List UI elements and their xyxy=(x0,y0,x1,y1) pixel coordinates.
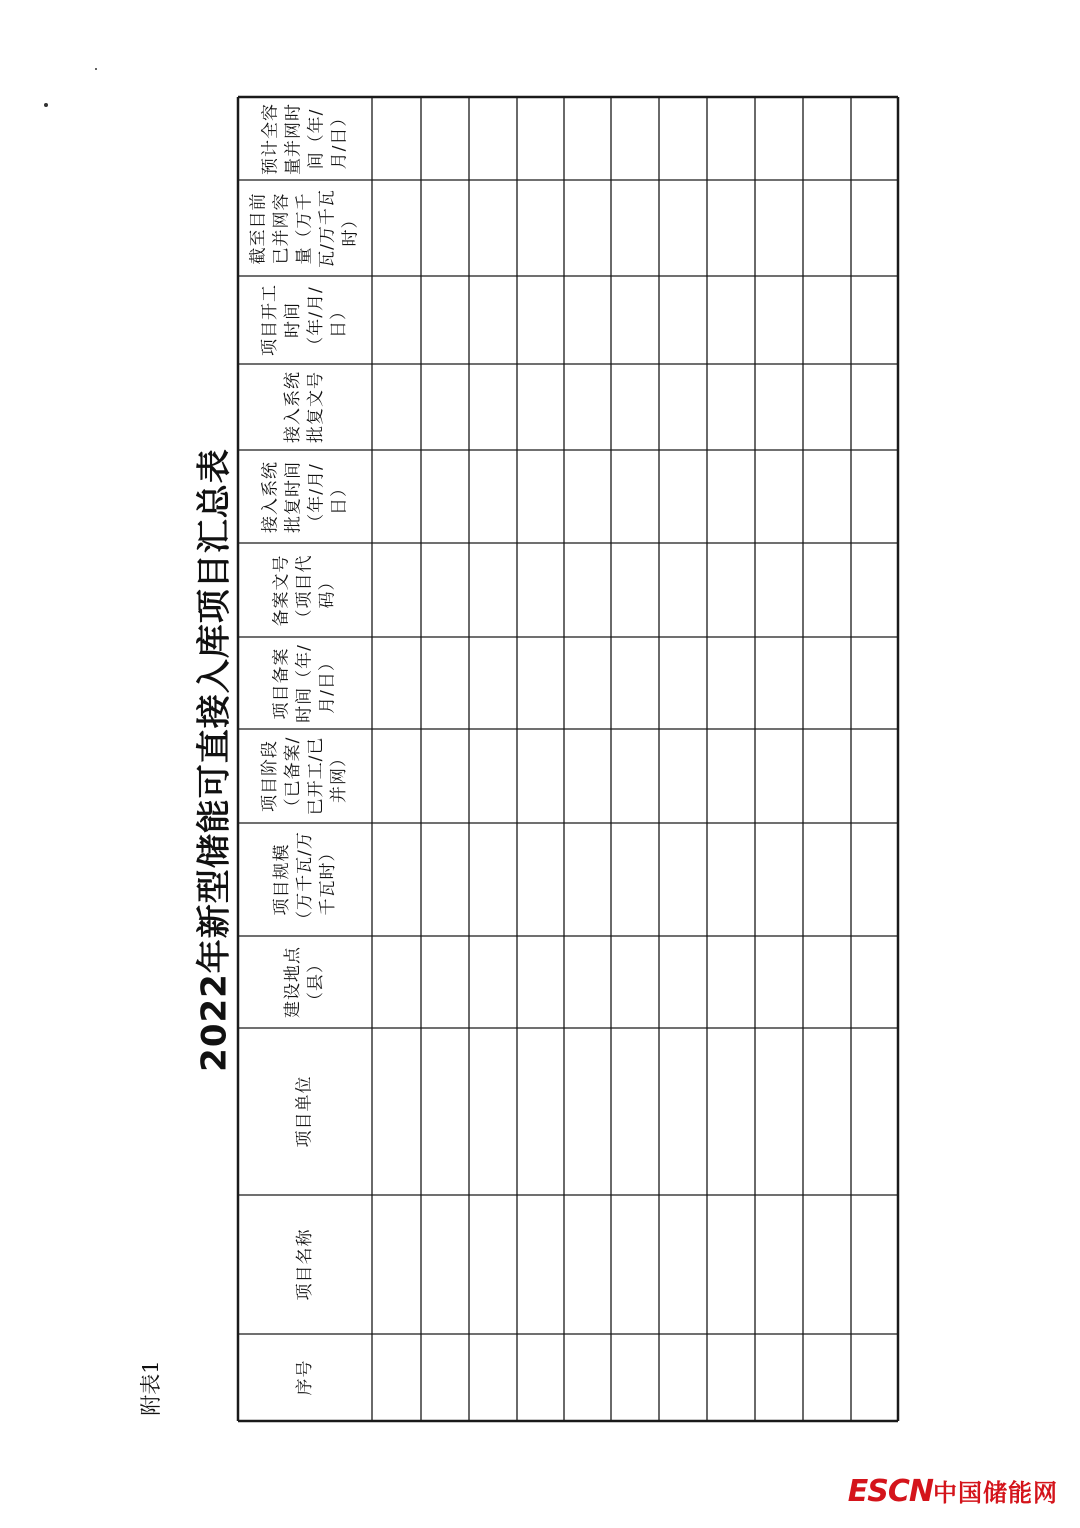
column-header-cell xyxy=(238,450,372,543)
column-header-cell xyxy=(238,180,372,276)
column-header-label: 项目单位 xyxy=(294,1075,315,1148)
column-header-cell xyxy=(238,936,372,1028)
column-header-label: 接入系统批复文号 xyxy=(283,371,326,443)
column-header-label: 项目阶段（已备案/已开工/已并网） xyxy=(260,736,349,816)
column-header-label: 项目备案时间（年/月/日） xyxy=(271,643,338,723)
column-header-label: 备案文号（项目代码） xyxy=(271,554,338,626)
column-header-cell xyxy=(238,364,372,450)
column-header-cell xyxy=(238,1334,372,1421)
watermark-brand-en: ESCN xyxy=(847,1474,933,1509)
column-header-cell xyxy=(238,1028,372,1195)
watermark-brand-cn: 中国储能网 xyxy=(933,1479,1058,1507)
column-header-label: 项目名称 xyxy=(294,1228,315,1301)
column-header-label: 项目开工时间（年/月/日） xyxy=(260,284,349,356)
attachment-label: 附表1 xyxy=(139,1360,163,1416)
column-header-cell xyxy=(238,1195,372,1334)
column-header-label: 建设地点（县） xyxy=(283,946,326,1018)
column-header-label: 序号 xyxy=(294,1359,315,1396)
column-header-cell xyxy=(238,543,372,637)
column-header-cell xyxy=(238,637,372,729)
page-title: 2022年新型储能可直接入库项目汇总表 xyxy=(194,448,235,1072)
scan-speck xyxy=(95,68,97,70)
column-header-cell xyxy=(238,97,372,180)
column-header-label: 截至目前已并网容量（万千瓦/万千瓦时） xyxy=(248,188,361,268)
column-header-cell xyxy=(238,823,372,936)
column-header-label: 预计全容量并网时间（年/月/日） xyxy=(260,102,349,175)
column-header-cell xyxy=(238,729,372,823)
column-header-label: 接入系统批复时间（年/月/日） xyxy=(260,460,349,533)
escn-watermark-logo xyxy=(848,1473,1058,1509)
column-header-label: 项目规模（万千瓦/万千瓦时） xyxy=(271,831,338,928)
column-header-cell xyxy=(238,276,372,364)
scan-speck xyxy=(44,103,48,107)
